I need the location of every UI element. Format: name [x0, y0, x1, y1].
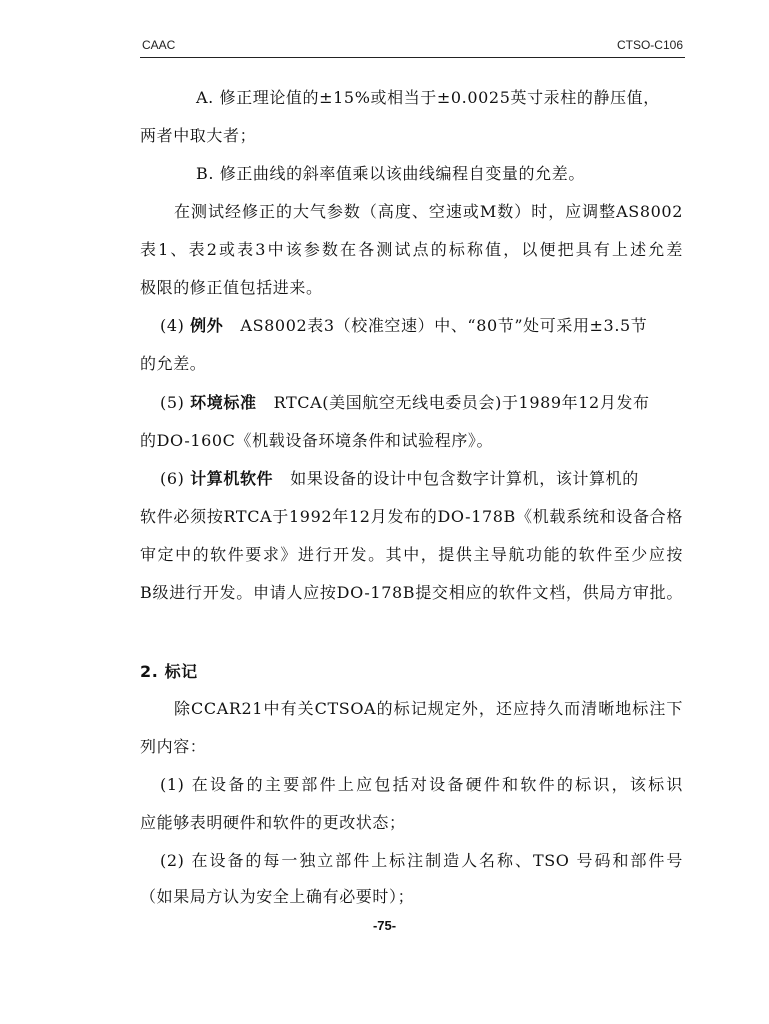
item-4-line	[160, 314, 683, 338]
item-heading: 计算机软件	[190, 469, 274, 488]
item-heading: 例外	[190, 316, 224, 335]
page-number: -75-	[372, 918, 397, 933]
text-line: B. 修正曲线的斜率值乘以该曲线编程自变量的允差。	[196, 164, 585, 183]
text-line: (1) 在设备的主要部件上应包括对设备硬件和软件的标识，该标识	[160, 775, 683, 794]
text-line: 的允差。	[140, 354, 207, 373]
item-text: 如果设备的设计中包含数字计算机，该计算机的	[290, 469, 639, 488]
text-line: 软件必须按RTCA于1992年12月发布的DO-178B《机载系统和设备合格	[140, 507, 683, 526]
item-5-line	[160, 391, 683, 415]
item-heading: 环境标准	[190, 393, 257, 412]
header-left: CAAC	[142, 38, 176, 52]
text-line: 应能够表明硬件和软件的更改状态；	[140, 813, 406, 832]
item-number: (6)	[160, 469, 185, 488]
text-line: 极限的修正值包括进来。	[140, 278, 323, 297]
text-line: 在测试经修正的大气参数（高度、空速或M数）时，应调整AS8002	[174, 202, 683, 221]
text-line: 列内容：	[140, 737, 207, 756]
text-line: （如果局方认为安全上确有必要时）；	[140, 887, 415, 906]
text-line: 除CCAR21中有关CTSOA的标记规定外，还应持久而清晰地标注下	[174, 699, 683, 718]
text-line: (2) 在设备的每一独立部件上标注制造人名称、TSO 号码和部件号	[160, 851, 683, 870]
text-line: 审定中的软件要求》进行开发。其中，提供主导航功能的软件至少应按	[140, 545, 683, 564]
text-line: 两者中取大者；	[140, 126, 257, 145]
text-line: B级进行开发。申请人应按DO-178B提交相应的软件文档，供局方审批。	[140, 583, 683, 602]
section-heading: 2. 标记	[140, 662, 198, 681]
header-right: CTSO-C106	[616, 38, 683, 52]
text-line: 表1、表2或表3中该参数在各测试点的标称值，以便把具有上述允差	[140, 240, 683, 259]
item-number: (4)	[160, 316, 185, 335]
header-rule	[140, 57, 685, 58]
item-6-line	[160, 467, 683, 491]
text-line: 的DO-160C《机载设备环境条件和试验程序》。	[140, 431, 494, 450]
item-text: AS8002表3（校准空速）中、“80节”处可采用±3.5节	[240, 316, 648, 335]
item-text: RTCA(美国航空无线电委员会)于1989年12月发布	[273, 393, 650, 412]
item-number: (5)	[160, 393, 185, 412]
text-line: A. 修正理论值的±15%或相当于±0.0025英寸汞柱的静压值，	[196, 88, 660, 107]
